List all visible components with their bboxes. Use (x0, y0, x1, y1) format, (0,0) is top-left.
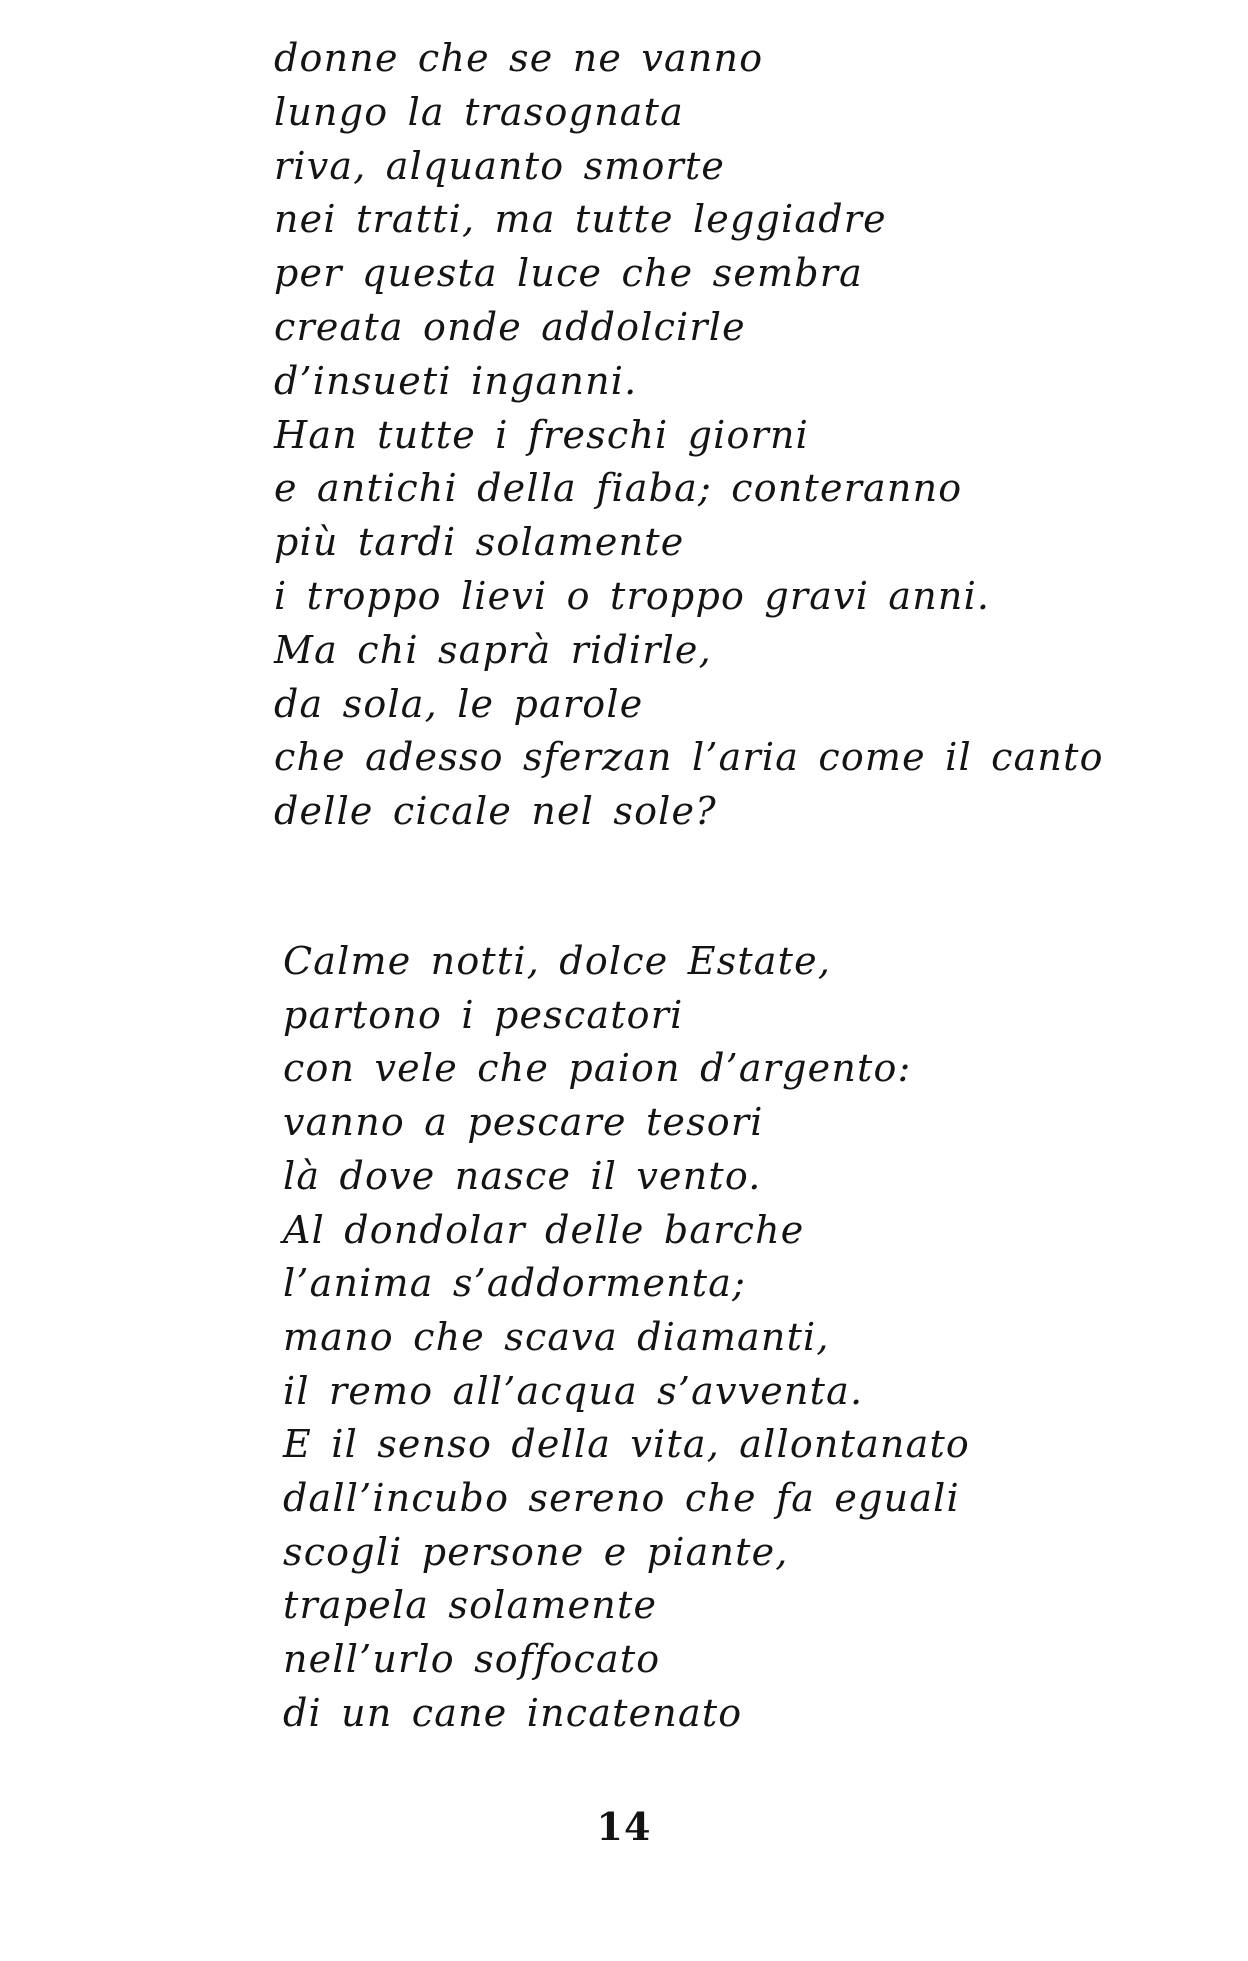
stanza-2 (283, 935, 970, 1741)
verse-line: mano che scava diamanti, (283, 1314, 830, 1359)
verse-line: vanno a pescare tesori (283, 1100, 764, 1145)
verse-line: lungo la trasognata (274, 89, 684, 134)
verse-line: trapela solamente (283, 1583, 658, 1628)
verse-line: riva, alquanto smorte (274, 143, 726, 188)
verse-line: nell’urlo soffocato (283, 1637, 661, 1682)
verse-line: d’insueti inganni. (274, 358, 638, 403)
verse-line: con vele che paion d’argento: (283, 1046, 912, 1091)
verse-line: là dove nasce il vento. (283, 1153, 762, 1198)
verse-line: donne che se ne vanno (274, 36, 764, 80)
verse-line: delle cicale nel sole? (274, 789, 717, 834)
verse-line: l’anima s’addormenta; (283, 1261, 747, 1306)
verse-line: da sola, le parole (274, 681, 644, 726)
verse-line: partono i pescatori (283, 992, 684, 1037)
verse-line: Han tutte i freschi giorni (274, 412, 809, 457)
verse-line: e antichi della fiaba; conteranno (274, 466, 963, 511)
verse-line: creata onde addolcirle (274, 304, 746, 349)
verse-line: più tardi solamente (274, 520, 685, 565)
page-number: 14 (596, 1804, 652, 1849)
verse-line: il remo all’acqua s’avventa. (283, 1368, 864, 1413)
verse-line: scogli persone e piante, (283, 1529, 789, 1574)
verse-line: dall’incubo sereno che fa eguali (283, 1476, 960, 1521)
stanza-1 (274, 32, 1104, 839)
verse-line: Ma chi saprà ridirle, (274, 627, 712, 672)
verse-line: di un cane incatenato (283, 1690, 743, 1735)
verse-line: i troppo lievi o troppo gravi anni. (274, 573, 991, 618)
verse-line: che adesso sferzan l’aria come il canto (274, 735, 1104, 780)
verse-line: Calme notti, dolce Estate, (283, 939, 832, 983)
verse-line: nei tratti, ma tutte leggiadre (274, 197, 887, 242)
verse-line: E il senso della vita, allontanato (283, 1422, 971, 1467)
verse-line: per questa luce che sembra (274, 251, 864, 296)
verse-line: Al dondolar delle barche (283, 1207, 805, 1252)
